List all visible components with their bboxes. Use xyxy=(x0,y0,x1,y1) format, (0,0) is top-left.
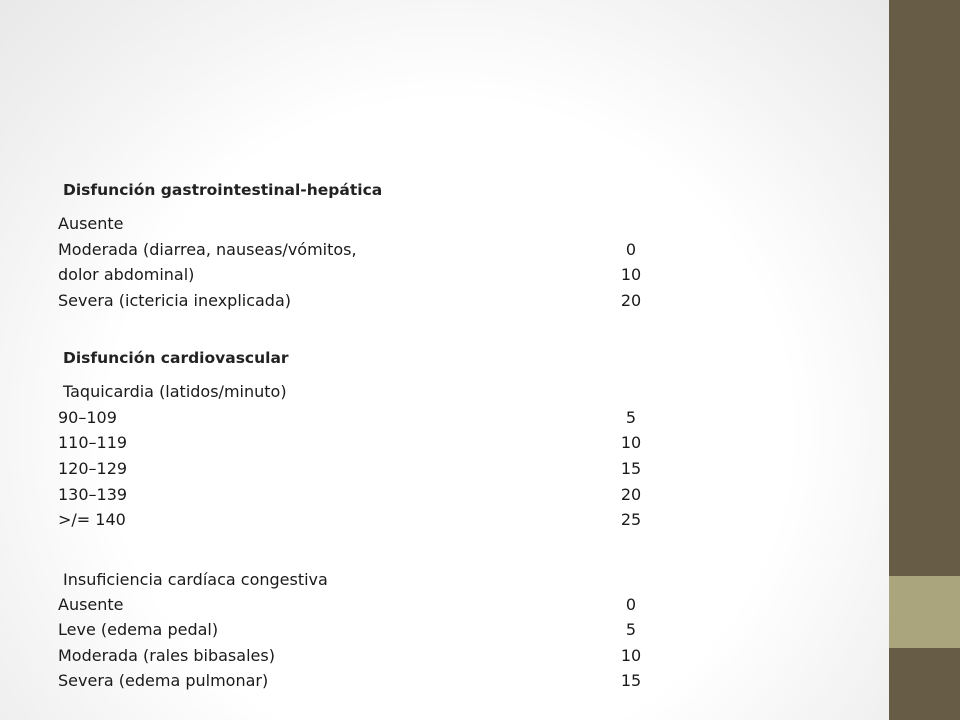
cardio-score-130-139: 20 xyxy=(620,485,642,504)
sidebar-decoration-top xyxy=(889,0,960,576)
chf-score-ausente: 0 xyxy=(625,595,637,614)
cardio-line-90-109: 90–109 xyxy=(58,408,117,427)
gi-line-moderada: Moderada (diarrea, nauseas/vómitos, xyxy=(58,240,357,259)
chf-line-severa: Severa (edema pulmonar) xyxy=(58,671,269,690)
chf-score-severa: 15 xyxy=(620,671,642,690)
gi-line-severa: Severa (ictericia inexplicada) xyxy=(58,291,292,310)
gi-line-moderada-cont: dolor abdominal) xyxy=(58,265,195,284)
sidebar-decoration-bottom xyxy=(889,648,960,720)
cardio-score-120-129: 15 xyxy=(620,459,642,478)
chf-line-moderada: Moderada (rales bibasales) xyxy=(58,646,275,665)
chf-score-moderada: 10 xyxy=(620,646,642,665)
chf-subheading: Insuficiencia cardíaca congestiva xyxy=(63,570,328,589)
sidebar-decoration-middle xyxy=(889,576,960,648)
chf-line-leve: Leve (edema pedal) xyxy=(58,620,219,639)
gi-score-severa: 20 xyxy=(620,291,642,310)
section-heading-cardiovascular: Disfunción cardiovascular xyxy=(63,349,289,367)
cardio-score-110-119: 10 xyxy=(620,433,642,452)
cardio-score-140: 25 xyxy=(620,510,642,529)
cardio-subheading-taquicardia: Taquicardia (latidos/minuto) xyxy=(63,382,287,401)
section-heading-gastrointestinal: Disfunción gastrointestinal-hepática xyxy=(63,181,383,199)
cardio-line-130-139: 130–139 xyxy=(58,485,128,504)
cardio-score-90-109: 5 xyxy=(625,408,637,427)
chf-line-ausente: Ausente xyxy=(58,595,124,614)
cardio-line-120-129: 120–129 xyxy=(58,459,128,478)
gi-line-ausente: Ausente xyxy=(58,214,124,233)
chf-score-leve: 5 xyxy=(625,620,637,639)
gi-score-moderada: 10 xyxy=(620,265,642,284)
gi-score-ausente: 0 xyxy=(625,240,637,259)
cardio-line-140: >/= 140 xyxy=(58,510,126,529)
cardio-line-110-119: 110–119 xyxy=(58,433,128,452)
